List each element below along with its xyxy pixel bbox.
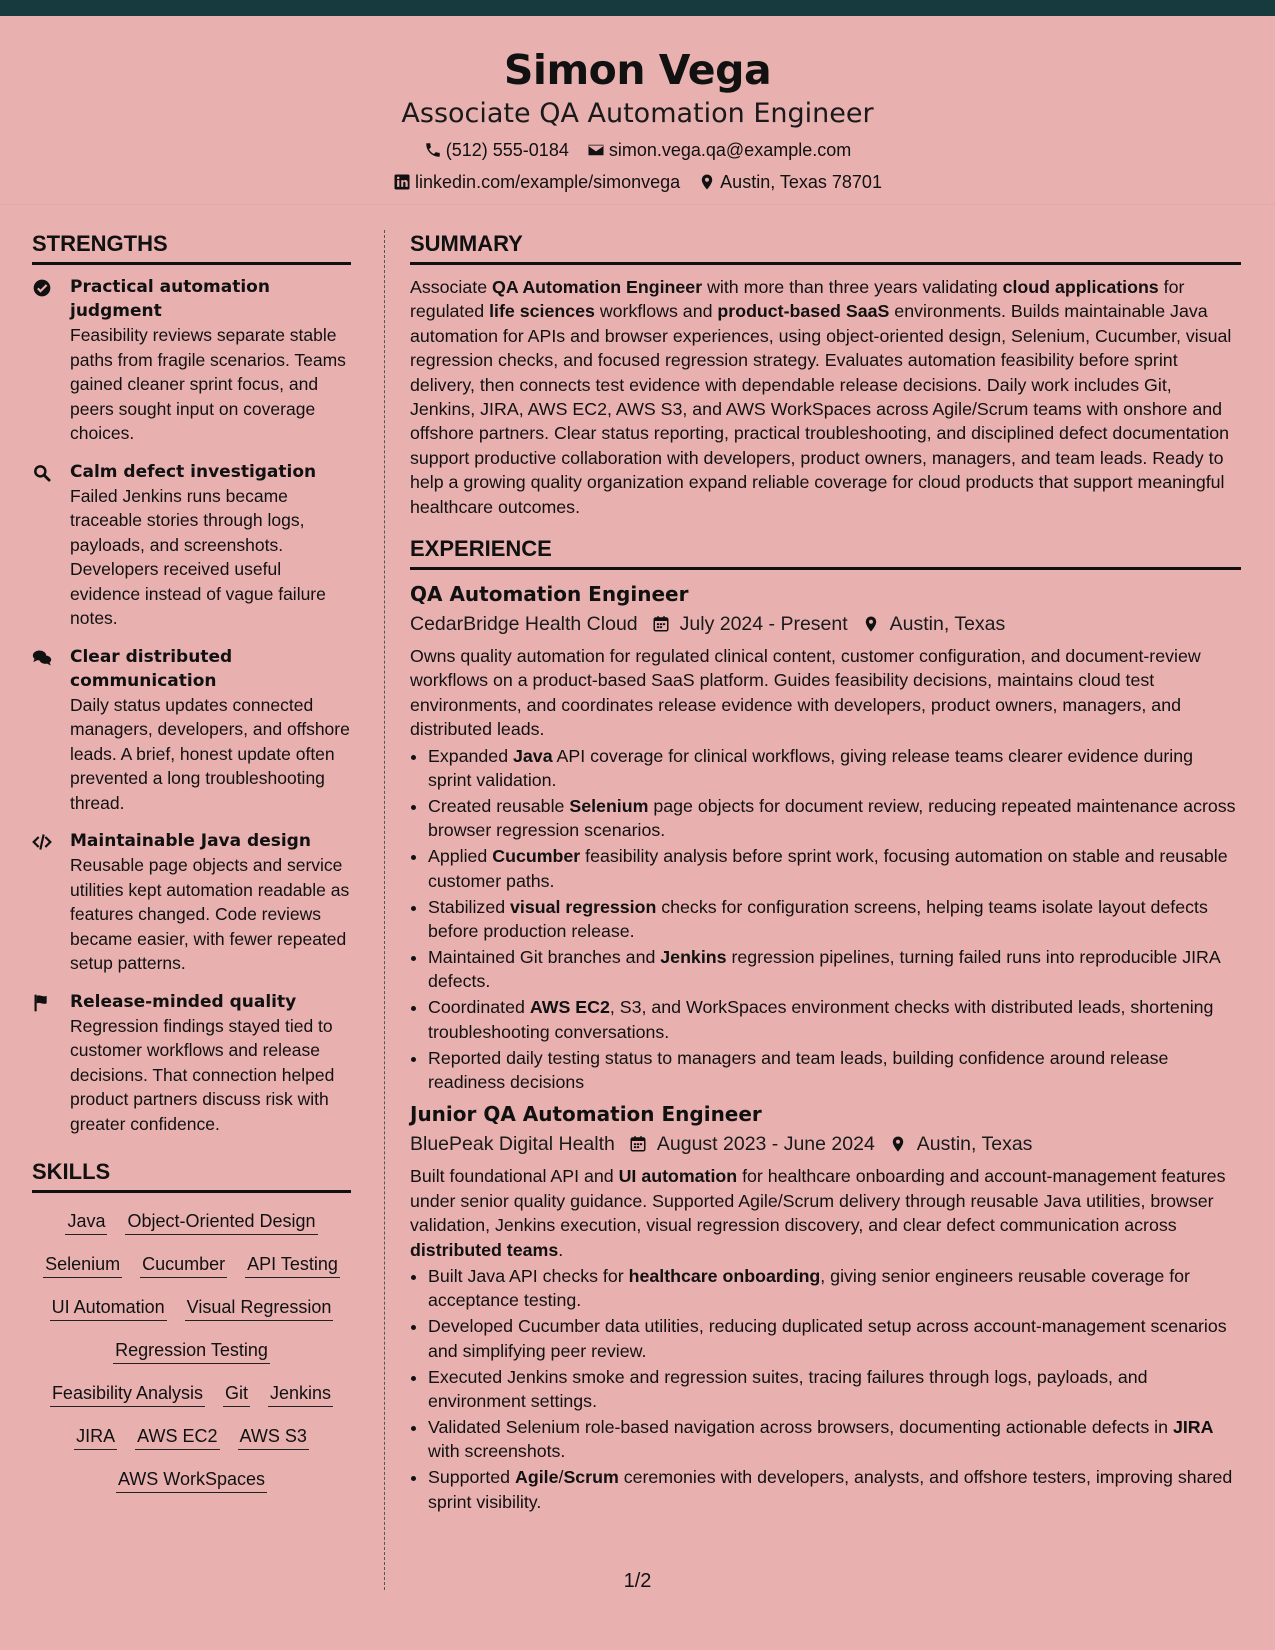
right-column: [410, 230, 1241, 1520]
bold-keyword: product-based SaaS: [717, 301, 890, 322]
strength-icon-wrap: [32, 275, 70, 446]
linkedin-contact[interactable]: [393, 168, 680, 196]
text-run: with screenshots.: [428, 1441, 566, 1462]
job-bullets: [410, 1264, 1241, 1514]
map-pin-icon: [889, 1135, 907, 1153]
summary-text: [410, 275, 1241, 519]
skill-tag: AWS S3: [238, 1424, 309, 1450]
skill-row: [32, 1338, 351, 1364]
skill-tag: JIRA: [74, 1424, 117, 1450]
bold-keyword: Selenium: [569, 796, 649, 816]
skills-heading: SKILLS: [32, 1158, 351, 1193]
text-run: Developed Cucumber data utilities, reducing duplicated setup across account-management scenarios and simplifying peer review.: [428, 1316, 1227, 1361]
flag-icon: [32, 993, 52, 1013]
job-dates-text: July 2024 - Present: [679, 613, 848, 636]
text-run: for regulated: [410, 277, 1185, 322]
text-run: , S3, and WorkSpaces environment checks with distributed leads, shortening troubleshooting conversations.: [428, 997, 1214, 1042]
strength-item: [32, 645, 351, 816]
job-entry: [410, 1100, 1241, 1514]
bold-keyword: QA Automation Engineer: [492, 277, 703, 297]
skill-tag: API Testing: [245, 1252, 340, 1278]
skill-row: [32, 1467, 351, 1493]
strength-description: Feasibility reviews separate stable paths from fragile scenarios. Teams gained cleaner sprint focus, and peers sought input on coverage choices.: [70, 325, 346, 443]
job-location: [862, 608, 1006, 640]
bold-keyword: distributed teams: [410, 1239, 559, 1260]
strength-icon-wrap: [32, 460, 70, 631]
contact-line-1: [0, 136, 1275, 164]
text-run: Applied: [428, 846, 493, 867]
job-bullet: [428, 844, 1241, 893]
job-bullet: [428, 794, 1241, 843]
job-bullet: [428, 1465, 1241, 1514]
candidate-role: Associate QA Automation Engineer: [401, 98, 874, 129]
job-bullet: [428, 1365, 1241, 1414]
text-run: Supported: [428, 1467, 515, 1488]
bold-keyword: healthcare onboarding: [628, 1266, 821, 1286]
text-run: Created reusable: [428, 796, 570, 816]
text-run: feasibility analysis before sprint work, focusing automation on stable and reusable customer paths.: [428, 846, 1228, 891]
phone-icon: [424, 141, 442, 159]
text-run: workflows and: [594, 301, 718, 322]
bold-keyword: cloud applications: [1002, 277, 1159, 297]
strength-title: Maintainable Java design: [70, 831, 311, 851]
job-location-text: Austin, Texas: [916, 1133, 1033, 1156]
job-bullet: [428, 1314, 1241, 1363]
strength-title: Practical automation judgment: [70, 277, 270, 321]
bold-keyword: Jenkins: [660, 946, 727, 967]
strength-description: Daily status updates connected managers, developers, and offshore leads. A brief, honest update often prevented a long troubleshooting thread.: [70, 694, 350, 813]
job-company: BluePeak Digital Health: [410, 1133, 615, 1156]
job-bullet: [428, 945, 1241, 994]
experience-heading: EXPERIENCE: [410, 535, 1241, 570]
strength-item: [32, 275, 351, 446]
job-bullet: [428, 995, 1241, 1044]
resume-header: [0, 16, 1275, 205]
bold-keyword: UI automation: [618, 1166, 738, 1187]
phone-text: (512) 555-0184: [445, 140, 569, 160]
strength-icon-wrap: [32, 990, 70, 1137]
linkedin-icon: [393, 173, 411, 191]
skill-tag: AWS EC2: [135, 1424, 219, 1450]
strength-body: [70, 460, 351, 631]
job-dates-text: August 2023 - June 2024: [656, 1133, 875, 1156]
job-meta: [410, 608, 1241, 640]
job-dates: [652, 608, 848, 640]
left-column: [32, 230, 351, 1510]
job-description: [410, 1164, 1241, 1262]
skill-tag: Regression Testing: [113, 1338, 270, 1364]
skill-tag: Selenium: [43, 1252, 122, 1278]
location-contact: [698, 168, 882, 196]
job-bullet: [428, 1264, 1241, 1313]
skill-row: [32, 1209, 351, 1235]
skill-tag: Jenkins: [268, 1381, 333, 1407]
strength-body: [70, 645, 351, 816]
strength-title: Calm defect investigation: [70, 461, 317, 482]
job-title: QA Automation Engineer: [410, 582, 689, 607]
text-run: for healthcare onboarding and account-management features under senior quality guidance. Supported Agile/Scrum delivery through reusable Java utilities, browser validation, Jenkins execution, visual regression discovery, and clear defect communication across: [410, 1166, 1226, 1236]
text-run: environments. Builds maintainable Java automation for APIs and browser experiences, using object-oriented design, Selenium, Cucumber, visual regression checks, and focused regression strategy. Evaluates automation feasibility before sprint delivery, then connects test evidence with dependable release decisions. Daily work includes Git, Jenkins, JIRA, AWS EC2, AWS S3, and AWS WorkSpaces across Agile/Scrum teams with onshore and offshore partners. Clear status reporting, practical troubleshooting, and disciplined defect documentation support productive collaboration with developers, product owners, managers, and team leads. Ready to help a growing quality organization expand reliable coverage for cloud products that support meaningful healthcare outcomes.: [410, 301, 1232, 517]
strength-description: Regression findings stayed tied to customer workflows and release decisions. That connection helped product partners discuss risk with greater confidence.: [70, 1015, 335, 1134]
email-text[interactable]: simon.vega.qa@example.com: [608, 140, 852, 160]
skill-tag: UI Automation: [50, 1295, 167, 1321]
skill-tag: Visual Regression: [185, 1295, 334, 1321]
bold-keyword: Agile: [515, 1467, 559, 1488]
strength-title: Clear distributed communication: [70, 646, 233, 691]
job-company: CedarBridge Health Cloud: [410, 613, 638, 636]
text-run: Reported daily testing status to managers and team leads, building confidence around release readiness decisions: [428, 1047, 1169, 1092]
location-text: Austin, Texas 78701: [720, 172, 882, 192]
text-run: Built foundational API and: [410, 1166, 619, 1187]
map-pin-icon: [698, 173, 716, 191]
text-run: ceremonies with developers, analysts, and offshore testers, improving shared sprint visibility.: [428, 1467, 1233, 1512]
skill-tag: Object-Oriented Design: [125, 1209, 317, 1235]
text-run: checks for configuration screens, helping teams isolate layout defects before production release.: [428, 896, 1208, 942]
envelope-icon: [587, 141, 605, 159]
job-description: [410, 644, 1241, 742]
bold-keyword: Cucumber: [492, 846, 581, 867]
text-run: Validated Selenium role-based navigation across browsers, documenting actionable defects in: [428, 1416, 1173, 1437]
strength-icon-wrap: [32, 829, 70, 976]
job-bullet: [428, 1415, 1241, 1464]
skill-tag: Java: [65, 1209, 107, 1235]
text-run: Coordinated: [428, 997, 530, 1018]
text-run: page objects for document review, reducing repeated maintenance across browser regression scenarios.: [428, 796, 1236, 841]
text-run: API coverage for clinical workflows, giving release teams clearer evidence during sprint validation.: [428, 745, 1194, 791]
job-dates: [629, 1128, 875, 1160]
candidate-name: Simon Vega: [503, 46, 772, 94]
strength-body: [70, 275, 351, 446]
map-pin-icon: [862, 615, 880, 633]
job-bullet: [428, 1046, 1241, 1095]
strength-item: [32, 990, 351, 1137]
strengths-list: [32, 275, 351, 1136]
bold-keyword: life sciences: [489, 301, 595, 322]
skill-tag: Git: [223, 1381, 250, 1407]
code-icon: [32, 832, 52, 852]
search-icon: [32, 463, 52, 483]
text-run: Stabilized: [428, 896, 511, 917]
text-run: Maintained Git branches and: [428, 946, 661, 967]
strength-body: [70, 990, 351, 1137]
strength-icon-wrap: [32, 645, 70, 816]
strengths-heading: STRENGTHS: [32, 230, 351, 265]
email-contact[interactable]: [587, 136, 851, 164]
strength-title: Release-minded quality: [70, 991, 297, 1012]
strength-item: [32, 829, 351, 976]
text-run: Associate: [410, 277, 493, 297]
skill-row: [32, 1424, 351, 1450]
strength-description: Reusable page objects and service utilities kept automation readable as features changed. Code reviews became easier, with fewer repeated setup patterns.: [70, 855, 350, 973]
page-number: 1/2: [623, 1570, 652, 1592]
skill-row: [32, 1252, 351, 1278]
bold-keyword: Scrum: [563, 1467, 619, 1488]
bold-keyword: visual regression: [510, 896, 657, 917]
skill-tag: Feasibility Analysis: [50, 1381, 205, 1407]
column-divider: [384, 230, 385, 1590]
skill-tag: AWS WorkSpaces: [116, 1467, 267, 1493]
job-bullet: [428, 895, 1241, 944]
job-entry: [410, 580, 1241, 1094]
job-bullet: [428, 744, 1241, 793]
calendar-icon: [629, 1135, 647, 1153]
text-run: , giving senior engineers reusable coverage for acceptance testing.: [428, 1266, 1190, 1311]
text-run: .: [558, 1239, 564, 1260]
text-run: regression pipelines, turning failed runs into reproducible JIRA defects.: [428, 946, 1220, 992]
check-circle-icon: [32, 278, 52, 298]
bold-keyword: JIRA: [1172, 1416, 1214, 1437]
job-title: Junior QA Automation Engineer: [410, 1102, 762, 1127]
skill-tag: Cucumber: [140, 1252, 227, 1278]
job-location: [889, 1128, 1033, 1160]
job-meta: [410, 1128, 1241, 1160]
text-run: Expanded: [428, 745, 514, 766]
summary-heading: SUMMARY: [410, 230, 1241, 265]
phone-contact: [424, 136, 569, 164]
job-bullets: [410, 744, 1241, 1095]
strength-body: [70, 829, 351, 976]
skills-list: [32, 1203, 351, 1493]
bold-keyword: Java: [513, 745, 553, 766]
calendar-icon: [652, 615, 670, 633]
job-location-text: Austin, Texas: [889, 613, 1006, 636]
text-run: Owns quality automation for regulated clinical content, customer configuration, and document-review workflows on a product-based SaaS platform. Guides feasibility decisions, maintains cloud test environments, and coordinates release evidence with developers, product owners, managers, and distributed leads.: [410, 646, 1201, 740]
text-run: with more than three years validating: [702, 277, 1003, 297]
linkedin-text[interactable]: linkedin.com/example/simonvega: [415, 172, 681, 192]
text-run: Executed Jenkins smoke and regression suites, tracing failures through logs, payloads, and environment settings.: [428, 1366, 1148, 1412]
strength-item: [32, 460, 351, 631]
top-accent-bar: [0, 0, 1275, 16]
comments-icon: [32, 648, 52, 668]
skill-row: [32, 1381, 351, 1407]
bold-keyword: AWS EC2: [529, 997, 610, 1018]
skill-row: [32, 1295, 351, 1321]
text-run: /: [558, 1467, 564, 1488]
strength-description: Failed Jenkins runs became traceable stories through logs, payloads, and screenshots. Developers received useful evidence instead of vague failure notes.: [70, 485, 326, 628]
text-run: Built Java API checks for: [428, 1266, 629, 1286]
experience-list: [410, 580, 1241, 1514]
contact-line-2: [0, 168, 1275, 196]
